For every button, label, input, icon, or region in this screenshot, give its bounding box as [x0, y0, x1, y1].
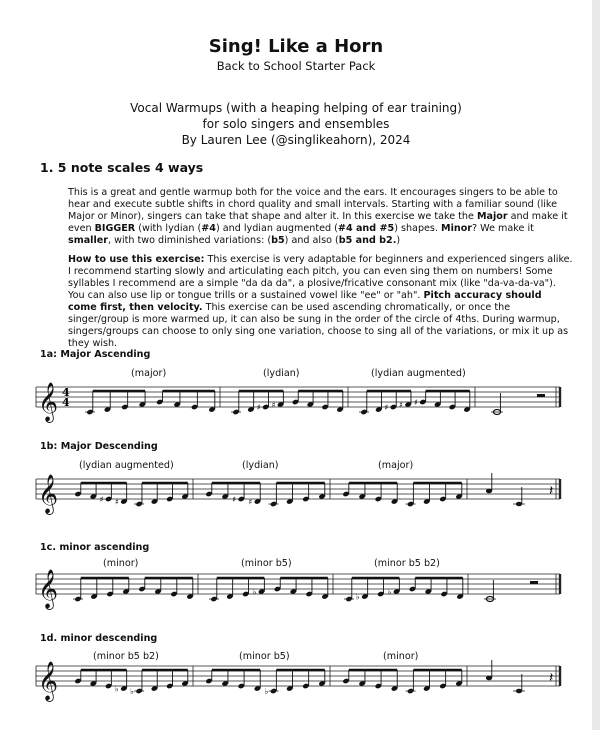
sharp-sign: ♯ [248, 497, 253, 507]
variation-label: (minor b5) [239, 651, 290, 662]
variation-label: (lydian) [242, 460, 279, 471]
sharp-sign: ♯ [99, 495, 104, 504]
treble-clef: 𝄞 [38, 661, 59, 701]
sharp-sign: ♯ [256, 403, 261, 412]
section-heading: 1. 5 note scales 4 ways [40, 160, 204, 175]
variation-label: (lydian) [263, 368, 300, 379]
variation-label: (minor b5) [241, 558, 292, 569]
sharp-sign: ♯ [384, 403, 389, 412]
sharp-sign: ♭ [355, 592, 360, 602]
variation-label: (minor) [103, 558, 139, 569]
time-signature: 4 [62, 396, 70, 409]
variation-label: (minor b5 b2) [93, 651, 159, 662]
sharp-sign: ♯ [271, 400, 276, 410]
intro-line: Vocal Warmups (with a heaping helping of ear training) [130, 101, 462, 115]
exercise-label: 1a: Major Ascending [40, 349, 151, 360]
sharp-sign: ♭ [252, 587, 257, 597]
half-rest [530, 581, 538, 584]
intro-line: for solo singers and ensembles [202, 117, 390, 131]
treble-clef: 𝄞 [38, 569, 59, 609]
exercise-label: 1c. minor ascending [40, 542, 150, 553]
exercise-label: 1b: Major Descending [40, 441, 158, 452]
variation-label: (lydian augmented) [371, 368, 466, 379]
sharp-sign: ♯ [232, 495, 237, 504]
time-signature: 4 [62, 386, 70, 399]
sharp-sign: ♯ [114, 497, 119, 507]
half-rest [537, 394, 545, 397]
treble-clef: 𝄞 [38, 382, 59, 422]
flat-sign: ♭ [114, 684, 119, 694]
exercise-label: 1d. minor descending [40, 633, 158, 644]
treble-clef: 𝄞 [38, 474, 59, 514]
variation-label: (major) [131, 368, 167, 379]
page-subtitle: Back to School Starter Pack [216, 59, 376, 73]
variation-label: (minor) [383, 651, 419, 662]
note-head [486, 489, 492, 494]
sharp-sign: ♭ [264, 687, 269, 696]
flat-sign: ♭ [130, 687, 134, 696]
quarter-rest: 𝄽 [549, 670, 554, 686]
sharp-sign: ♭ [387, 587, 392, 597]
variation-label: (lydian augmented) [79, 460, 174, 471]
page-title: Sing! Like a Horn [208, 36, 384, 57]
variation-label: (minor b5 b2) [374, 558, 440, 569]
intro-line: By Lauren Lee (@singlikeahorn), 2024 [181, 133, 411, 147]
variation-label: (major) [378, 460, 414, 471]
sharp-sign: ♯ [399, 400, 404, 410]
quarter-rest: 𝄽 [549, 483, 554, 499]
sharp-sign: ♯ [413, 398, 418, 407]
description-paragraph: This is a great and gentle warmup both for the voice and the ears. It encourages singers to be able to hear and execute subtle shifts in chord quality and small intervals. Starting with a familiar sound (like Major or Minor), singers can take that shape and alter it. In this exercise we take the Major and make it even BIGGER (with lydian (#4) and lydian augmented (#4 and #5) shapes. Minor? We make it smaller, with two diminished variations: (b5) and also (b5 and b2.) [68, 187, 568, 246]
note-head [486, 676, 492, 681]
usage-paragraph: How to use this exercise: This exercise is very adaptable for beginners and experienced singers alike. I recommend starting slowly and articulating each pitch, you can even sing them on numbers! Some syllables I recommend are a simple "da da da", a plosive/fricative consonant mix (like "da-va-da-va"). You can also use lip or tongue trills or a sustained vowel like "ee" or "ah". Pitch accuracy should come first, then velocity. This exercise can be used ascending chromatically, or once the singer/group is more warmed up, it can also be sung in the order of the circle of 4ths. During warmup, singers/groups can choose to only sing one variation, choose to sing all of the variations, or mix it up as they wish. [68, 254, 573, 349]
